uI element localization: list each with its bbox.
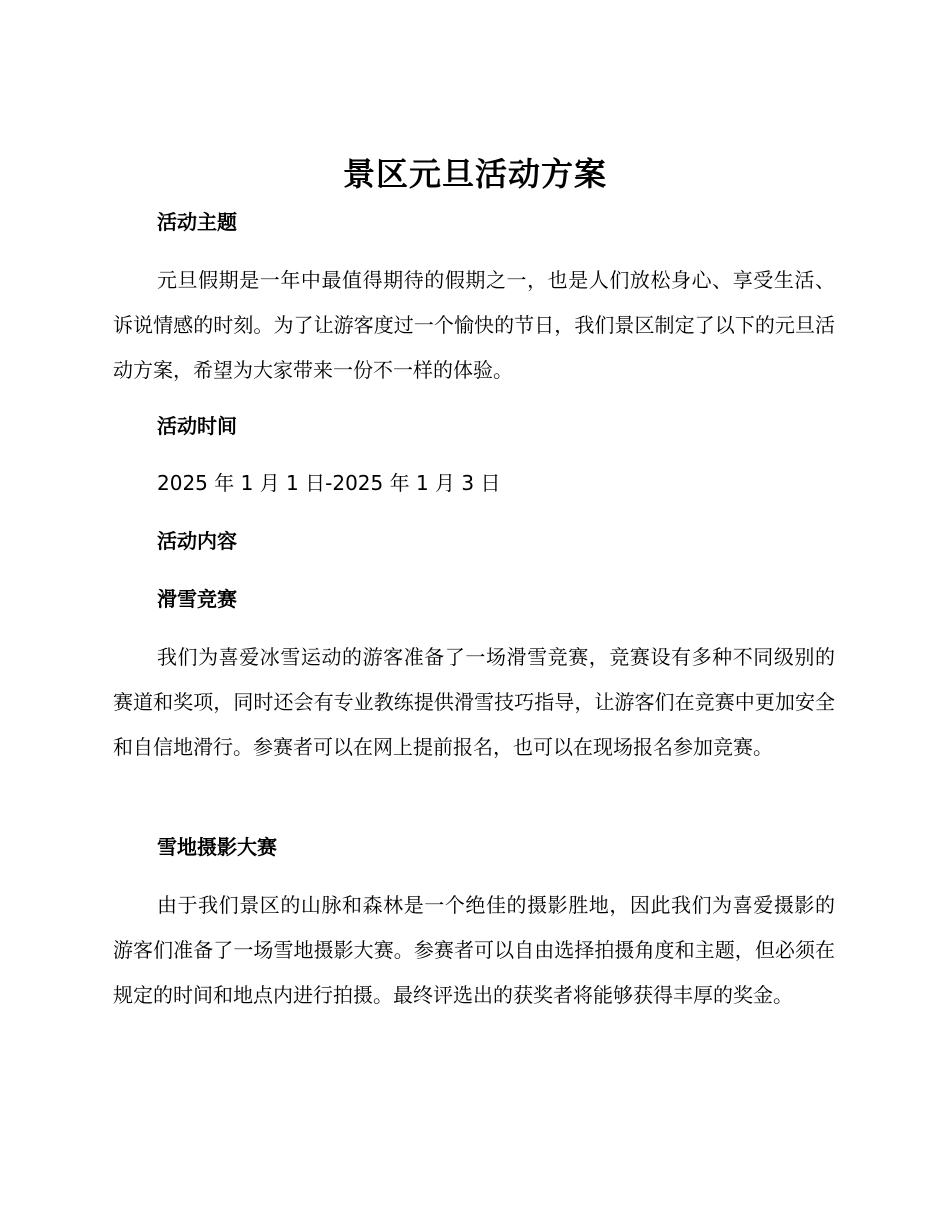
section-paragraph-theme: 元旦假期是一年中最值得期待的假期之一，也是人们放松身心、享受生活、诉说情感的时刻。为了让游客度过一个愉快的节日，我们景区制定了以下的元旦活动方案，希望为大家带来一份不一样的体验。	[113, 268, 835, 382]
section-heading-photo: 雪地摄影大赛	[157, 835, 277, 859]
event-date-range: 2025 年 1 月 1 日-2025 年 1 月 3 日	[157, 471, 501, 495]
section-heading-theme: 活动主题	[157, 210, 237, 234]
document-title: 景区元旦活动方案	[342, 155, 607, 193]
section-paragraph-ski: 我们为喜爱冰雪运动的游客准备了一场滑雪竞赛，竞赛设有多种不同级别的赛道和奖项，同时还会有专业教练提供滑雪技巧指导，让游客们在竞赛中更加安全和自信地滑行。参赛者可以在网上提前报名，也可以在现场报名参加竞赛。	[113, 645, 835, 759]
section-heading-time: 活动时间	[157, 414, 237, 438]
section-heading-ski: 滑雪竞赛	[157, 587, 237, 611]
section-paragraph-photo: 由于我们景区的山脉和森林是一个绝佳的摄影胜地，因此我们为喜爱摄影的游客们准备了一场雪地摄影大赛。参赛者可以自由选择拍摄角度和主题，但必须在规定的时间和地点内进行拍摄。最终评选出的获奖者将能够获得丰厚的奖金。	[113, 893, 835, 1007]
section-heading-content: 活动内容	[157, 529, 237, 553]
